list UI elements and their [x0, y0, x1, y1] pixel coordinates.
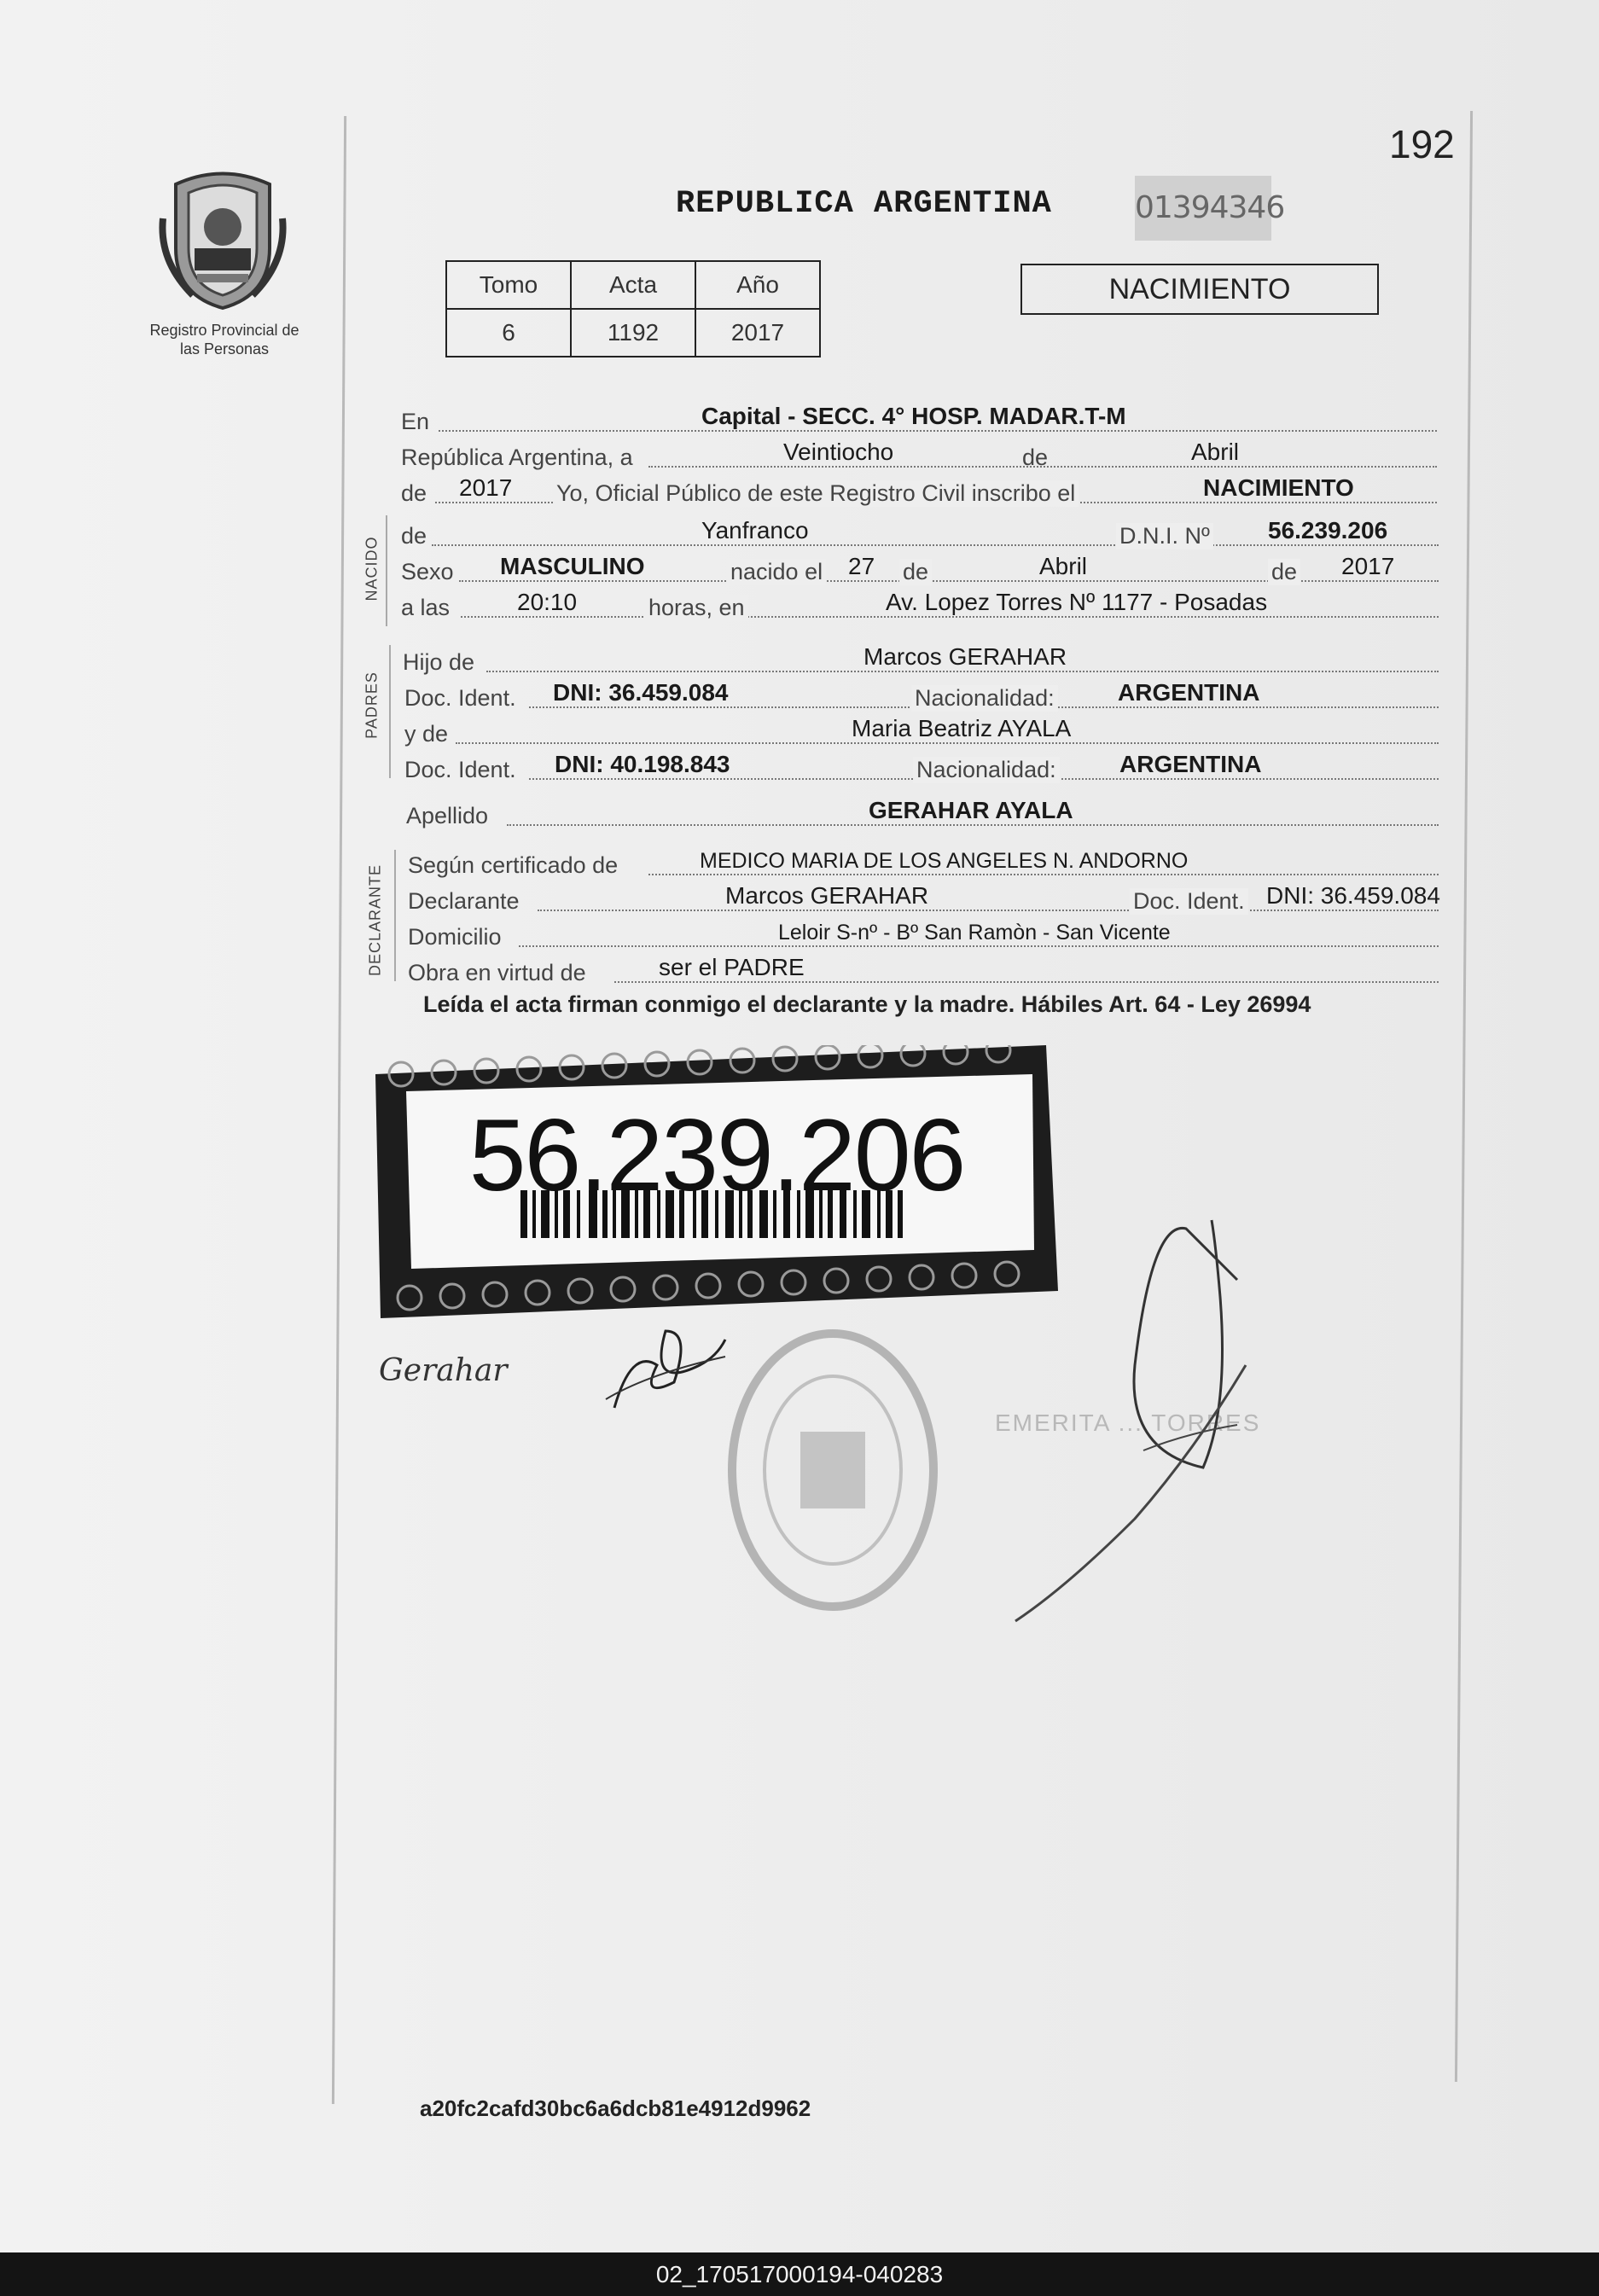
row-obra [401, 952, 1442, 986]
value-child-dni: 56.239.206 [1268, 517, 1388, 543]
barcode-sticker [375, 1045, 1058, 1318]
right-margin-line [1455, 111, 1473, 2082]
row-inscribe [401, 473, 1442, 507]
tomo-acta-ano-table [445, 260, 821, 357]
label-mother-doc: Doc. Ident. [404, 757, 516, 782]
signature-mother-icon [597, 1314, 734, 1433]
label-certificado: Según certificado de [408, 852, 619, 878]
legal-notice: Leída el acta firman conmigo el declarante y la madre. Hábiles Art. 64 - Ley 26994 [423, 991, 1311, 1017]
table-header-ano: Año [695, 261, 820, 309]
label-republica: República Argentina, a [401, 445, 633, 470]
value-birth-day: 27 [848, 553, 875, 579]
registry-name: Registro Provincial de las Personas [149, 322, 299, 357]
row-declarante [401, 881, 1442, 915]
ano-value: 2017 [695, 309, 820, 357]
label-declarante: Declarante [408, 888, 520, 914]
row-nacido-name [401, 515, 1442, 549]
value-declarante: Marcos GERAHAR [725, 882, 929, 909]
label-sexo: Sexo [401, 559, 454, 584]
value-mother-doc: DNI: 40.198.843 [555, 751, 730, 777]
inscribe-text: Yo, Oficial Público de este Registro Civil inscribo el [553, 480, 1079, 507]
document-title: REPUBLICA ARGENTINA [676, 186, 1052, 222]
row-republica [401, 437, 1442, 471]
value-apellido: GERAHAR AYALA [869, 797, 1073, 823]
section-nacido: NACIDO [363, 536, 381, 602]
value-mother-nat: ARGENTINA [1119, 751, 1262, 777]
row-nacido-hora [401, 587, 1442, 621]
label-de-year: de [401, 480, 427, 506]
official-seal-icon [722, 1321, 944, 1619]
padres-bracket [389, 645, 391, 778]
label-a-las: a las [401, 595, 451, 620]
value-birth-place: Av. Lopez Torres Nº 1177 - Posadas [886, 589, 1268, 615]
nacido-bracket [386, 515, 387, 626]
table-header-acta: Acta [571, 261, 695, 309]
value-place: Capital - SECC. 4° HOSP. MADAR.T-M [701, 403, 1126, 429]
label-declarante-doc: Doc. Ident. [1130, 888, 1248, 915]
provincial-crest-icon [159, 167, 287, 312]
row-father-doc [401, 677, 1442, 712]
page-number: 192 [1389, 122, 1455, 166]
table-header-tomo: Tomo [446, 261, 571, 309]
left-margin-line [332, 116, 346, 2104]
value-father-name: Marcos GERAHAR [863, 643, 1067, 670]
value-birth-year: 2017 [1341, 553, 1395, 579]
label-obra: Obra en virtud de [408, 960, 586, 985]
value-day-text: Veintiocho [783, 439, 894, 465]
row-y-de [401, 713, 1442, 747]
label-hijo-de: Hijo de [403, 649, 475, 675]
label-de-month: de [899, 559, 932, 585]
value-sexo: MASCULINO [500, 553, 645, 579]
value-month: Abril [1191, 439, 1240, 465]
label-mother-nat: Nacionalidad: [913, 757, 1060, 783]
value-declarante-doc: DNI: 36.459.084 [1266, 882, 1440, 909]
label-domicilio: Domicilio [408, 924, 502, 950]
row-nacido-sexo [401, 551, 1442, 585]
label-en: En [401, 409, 430, 434]
value-father-nat: ARGENTINA [1118, 679, 1260, 706]
declarante-bracket [394, 850, 396, 981]
label-apellido: Apellido [406, 803, 489, 828]
value-child-name: Yanfranco [701, 517, 809, 543]
row-en [401, 401, 1442, 435]
label-de-year2: de [1268, 559, 1300, 585]
value-record-type: NACIMIENTO [1203, 474, 1354, 501]
value-obra: ser el PADRE [659, 954, 805, 980]
label-horas-en: horas, en [645, 595, 748, 621]
signature-official-icon [998, 1195, 1254, 1638]
row-domicilio [401, 916, 1442, 950]
label-nacido-el: nacido el [727, 559, 826, 585]
row-hijo-de [401, 642, 1442, 676]
value-birth-month: Abril [1039, 553, 1088, 579]
label-father-doc: Doc. Ident. [404, 685, 516, 711]
value-domicilio: Leloir S-nº - Bº San Ramòn - San Vicente [778, 921, 1171, 945]
section-declarante: DECLARANTE [366, 863, 384, 977]
value-father-doc: DNI: 36.459.084 [553, 679, 729, 706]
handwritten-name: Gerahar [379, 1353, 508, 1388]
serial-number: 01394346 [1135, 176, 1271, 241]
official-stamp-text: EMERITA ... TORRES [995, 1410, 1261, 1436]
label-father-nat: Nacionalidad: [911, 685, 1058, 712]
label-dni: D.N.I. Nº [1116, 523, 1213, 549]
document-hash: a20fc2cafd30bc6a6dcb81e4912d9962 [420, 2095, 811, 2121]
label-de-name: de [401, 523, 427, 549]
barcode-number: 56.239.206 [468, 1098, 965, 1212]
label-de: de [1022, 445, 1049, 470]
scan-footer: 02_170517000194-040283 [0, 2252, 1599, 2296]
table-header-row [446, 261, 820, 309]
value-certificado: MEDICO MARIA DE LOS ANGELES N. ANDORNO [700, 849, 1189, 873]
row-certificado [401, 845, 1442, 879]
label-y-de: y de [404, 721, 449, 747]
row-apellido [401, 795, 1442, 829]
record-type-box: NACIMIENTO [1020, 264, 1379, 315]
value-mother-name: Maria Beatriz AYALA [852, 715, 1072, 741]
table-value-row [446, 309, 820, 357]
value-year: 2017 [459, 474, 513, 501]
section-padres: PADRES [363, 671, 381, 739]
tomo-value: 6 [446, 309, 571, 357]
row-mother-doc [401, 749, 1442, 783]
acta-value: 1192 [571, 309, 695, 357]
value-birth-time: 20:10 [517, 589, 578, 615]
